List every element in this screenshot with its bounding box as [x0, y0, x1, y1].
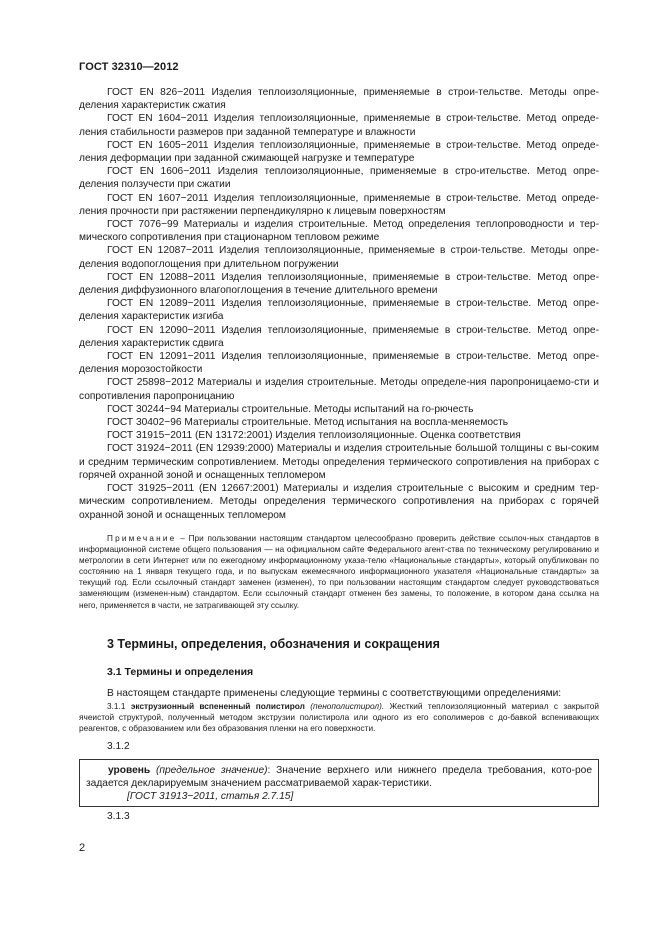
reference-item: ГОСТ EN 12087−2011 Изделия теплоизоляционные, применяемые в строи-тельстве. Методы опре-деления водопоглощения при длительном погружении	[79, 245, 599, 270]
reference-item: ГОСТ 30402−96 Материалы строительные. Метод испытания на воспла-меняемость	[107, 417, 509, 429]
note-paragraph	[79, 533, 599, 611]
reference-item: ГОСТ EN 12089−2011 Изделия теплоизоляционные, применяемые в строи-тельстве. Метод опре-деления характеристик изгиба	[79, 298, 599, 323]
reference-item: ГОСТ EN 826−2011 Изделия теплоизоляционные, применяемые в строи-тельстве. Методы опре-деления характеристик сжатия	[79, 87, 599, 112]
term-source	[86, 790, 592, 803]
term-number: 3.1.1	[107, 701, 126, 711]
standard-header: ГОСТ 32310—2012	[79, 61, 179, 73]
reference-list	[79, 86, 599, 522]
subsection-title: 3.1 Термины и определения	[107, 666, 254, 678]
reference-item: ГОСТ EN 1606−2011 Изделия теплоизоляционные, применяемые в стро-ительстве. Метод опре-деления ползучести при сжатии	[79, 166, 599, 191]
reference-item: ГОСТ 31915−2011 (EN 13172:2001) Изделия теплоизоляционные. Оценка соответствия	[107, 430, 521, 442]
term-text: : Значение верхнего или нижнего предела требования, кото-рое задается декларируемым значением рассматриваемой харак-теристики.	[86, 765, 592, 789]
reference-item: ГОСТ 7076−99 Материалы и изделия строительные. Метод определения теплопроводности и тер-мического сопротивления при стационарном тепловом режиме	[79, 219, 599, 244]
section-title: 3 Термины, определения, обозначения и сокращения	[107, 637, 440, 651]
section-intro: В настоящем стандарте применены следующие термины с соответствующими определениями:	[107, 688, 562, 699]
reference-item: ГОСТ EN 1607−2011 Изделия теплоизоляционные, применяемые в строи-тельстве. Метод опреде-ления прочности при растяжении перпендикулярно к лицевым поверхностям	[79, 192, 599, 217]
note-text: – При пользовании настоящим стандартом целесообразно проверить действие ссылоч-ных стандартов в информационной системе общего пользования — на официальном сайте Федерального агент-ства по техническому регулированию и метрологии в сети Интернет или по ежегодному информационному указа-телю «Национальные стандарты», который опубликован по состоянию на 1 января текущего года, и по выпускам ежемесячного информационного указателя «Национальные стандарты» за текущий год. Если ссылочный стандарт заменен (изменен), то при пользовании настоящим стандартом следует руководствоваться заменяющим (изменен-ным) стандартом. Если ссылочный стандарт отменен без замены, то положение, в котором дана ссылка на него, применяется в части, не затрагивающей эту ссылку.	[79, 534, 599, 610]
note-label: Примечание	[107, 534, 177, 543]
reference-item: ГОСТ EN 1605−2011 Изделия теплоизоляционные, применяемые в строи-тельстве. Метод опреде-ления деформации при заданной сжимающей нагрузке и температуре	[79, 139, 599, 165]
term-text: Жесткий теплоизоляционный материал с закрытой ячеистой структурой, полученный методом экструзии полистирола или одного из его сополимеров с до-бавкой вспенивающих реагентов, с образованием или без образования пленки на его поверхности.	[79, 701, 599, 734]
term-name: уровень	[108, 765, 151, 776]
term-number-3-1-3: 3.1.3	[107, 811, 130, 822]
term-number-3-1-2: 3.1.2	[107, 741, 130, 752]
reference-item: ГОСТ 31924−2011 (EN 12939:2000) Материалы и изделия строительные большой толщины с вы-соким и средним термическим сопротивлением. Методы определения термического сопротивления на приборах с горячей охранной зоной и оснащенных тепломером	[79, 443, 599, 481]
reference-item: ГОСТ 31925−2011 (EN 12667:2001) Материалы и изделия строительные с высоким и средним тер-мическим сопротивлением. Методы определения термического сопротивления на приборах с горячей охранной зоной и оснащенных тепломером	[79, 483, 599, 521]
term-definition-3-1-1	[79, 701, 599, 735]
term-synonym: (предельное значение)	[155, 765, 268, 776]
reference-item: ГОСТ EN 1604−2011 Изделия теплоизоляционные, применяемые в строи-тельстве. Метод опреде-ления стабильности размеров при заданной температуре и влажности	[79, 113, 599, 138]
reference-item: ГОСТ EN 12090−2011 Изделия теплоизоляционные, применяемые в строи-тельстве. Метод опре-деления характеристик сдвига	[79, 324, 599, 349]
term-name: экструзионный вспененный полистирол	[130, 701, 305, 711]
page-number: 2	[79, 842, 86, 854]
reference-item: ГОСТ EN 12088−2011 Изделия теплоизоляционные, применяемые в строи-тельстве. Метод опре-деления диффузионного влагопоглощения в течение длительного времени	[79, 271, 599, 297]
boxed-term-definition	[79, 759, 599, 807]
reference-item: ГОСТ 25898−2012 Материалы и изделия строительные. Методы определе-ния паропроницаемо-сти и сопротивления паропроницанию	[79, 377, 599, 402]
reference-item: ГОСТ 30244−94 Материалы строительные. Методы испытаний на го-рючесть	[107, 403, 474, 415]
term-synonym: (пенополистирол).	[310, 701, 385, 711]
term-source-text: [ГОСТ 31913−2011, статья 2.7.15]	[127, 791, 294, 802]
term-definition-3-1-2	[86, 764, 592, 790]
reference-item: ГОСТ EN 12091−2011 Изделия теплоизоляционные, применяемые в строи-тельстве. Метод опре-деления морозостойкости	[79, 351, 599, 376]
